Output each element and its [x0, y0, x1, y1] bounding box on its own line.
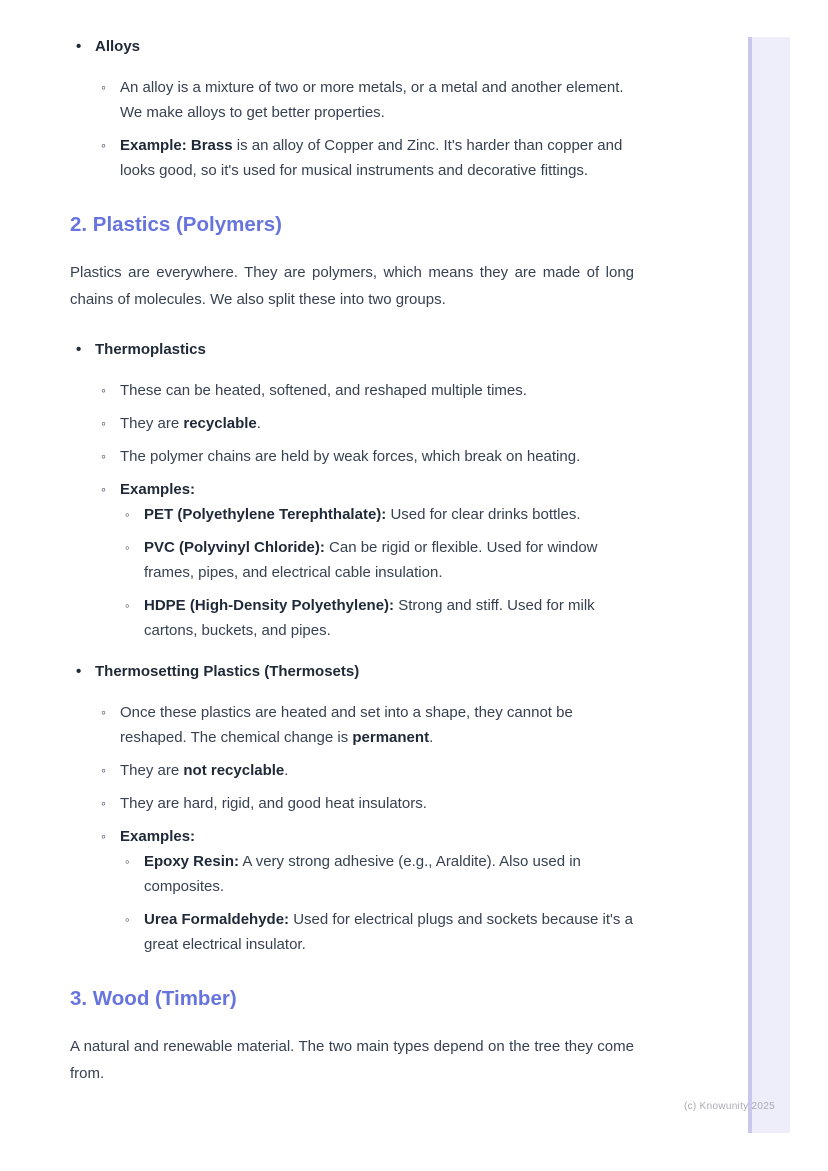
plastics-types-list — [70, 337, 634, 957]
thermosets-examples-list — [120, 849, 634, 957]
list-item-thermoplastics — [70, 337, 634, 643]
list-item-examples: ◦ Examples: ◦ PET (Polyethylene Terephthalate): Used for clear drinks bottles. ◦ PVC (Polyvinyl Chloride): Can be rigid or flexible. Used for window frames, pipes, and electrical cable insulation. ◦ HDPE (High-Density Polyethylene): Strong and stiff. Used for milk cartons, buckets, and pipes. — [95, 477, 634, 643]
thermoplastics-title: Thermoplastics — [95, 341, 206, 358]
section-heading-plastics: 2. Plastics (Polymers) — [70, 213, 282, 236]
list-item: ◦ They are not recyclable. — [95, 758, 634, 783]
list-item: ◦ These can be heated, softened, and reshaped multiple times. — [95, 378, 634, 403]
list-item: ◦ They are recyclable. — [95, 411, 634, 436]
section-heading-wood: 3. Wood (Timber) — [70, 987, 237, 1010]
list-item: ◦ The polymer chains are held by weak forces, which break on heating. — [95, 444, 634, 469]
list-item: ◦ They are hard, rigid, and good heat insulators. — [95, 791, 634, 816]
thermoplastics-sublist — [95, 378, 634, 643]
document-body — [70, 0, 634, 1087]
thermoplastics-examples-list — [120, 502, 634, 643]
list-item: ◦ Once these plastics are heated and set into a shape, they cannot be reshaped. The chemical change is permanent. — [95, 700, 634, 750]
list-item: ◦ PVC (Polyvinyl Chloride): Can be rigid or flexible. Used for window frames, pipes, and electrical cable insulation. — [120, 535, 634, 585]
list-item: ◦ Example: Brass is an alloy of Copper and Zinc. It's harder than copper and looks good, so it's used for musical instruments and decorative fittings. — [95, 133, 634, 183]
list-item: ◦ Urea Formaldehyde: Used for electrical plugs and sockets because it's a great electrical insulator. — [120, 907, 634, 957]
wood-intro-paragraph: A natural and renewable material. The two main types depend on the tree they come from. — [70, 1038, 634, 1082]
alloys-sublist — [95, 75, 634, 183]
plastics-intro-paragraph: Plastics are everywhere. They are polymers, which means they are made of long chains of molecules. We also split these into two groups. — [70, 264, 634, 308]
list-item: ◦ HDPE (High-Density Polyethylene): Strong and stiff. Used for milk cartons, buckets, and pipes. — [120, 593, 634, 643]
alloys-title: Alloys — [95, 38, 141, 55]
list-item: ◦ An alloy is a mixture of two or more metals, or a metal and another element. We make alloys to get better properties. — [95, 75, 634, 125]
thermosets-sublist — [95, 700, 634, 957]
list-item-alloys — [70, 34, 634, 183]
list-item-examples: ◦ Examples: ◦ Epoxy Resin: A very strong adhesive (e.g., Araldite). Also used in composites. ◦ Urea Formaldehyde: Used for electrical plugs and sockets because it's a great electrical insulator. — [95, 824, 634, 957]
page-edge-decoration — [748, 37, 790, 1133]
list-item: ◦ PET (Polyethylene Terephthalate): Used for clear drinks bottles. — [120, 502, 634, 527]
list-item: ◦ Epoxy Resin: A very strong adhesive (e.g., Araldite). Also used in composites. — [120, 849, 634, 899]
list-item-thermosets — [70, 659, 634, 957]
alloys-list — [70, 34, 634, 183]
copyright-footer: (c) Knowunity 2025 — [683, 1101, 775, 1112]
thermosets-title: Thermosetting Plastics (Thermosets) — [95, 663, 360, 680]
